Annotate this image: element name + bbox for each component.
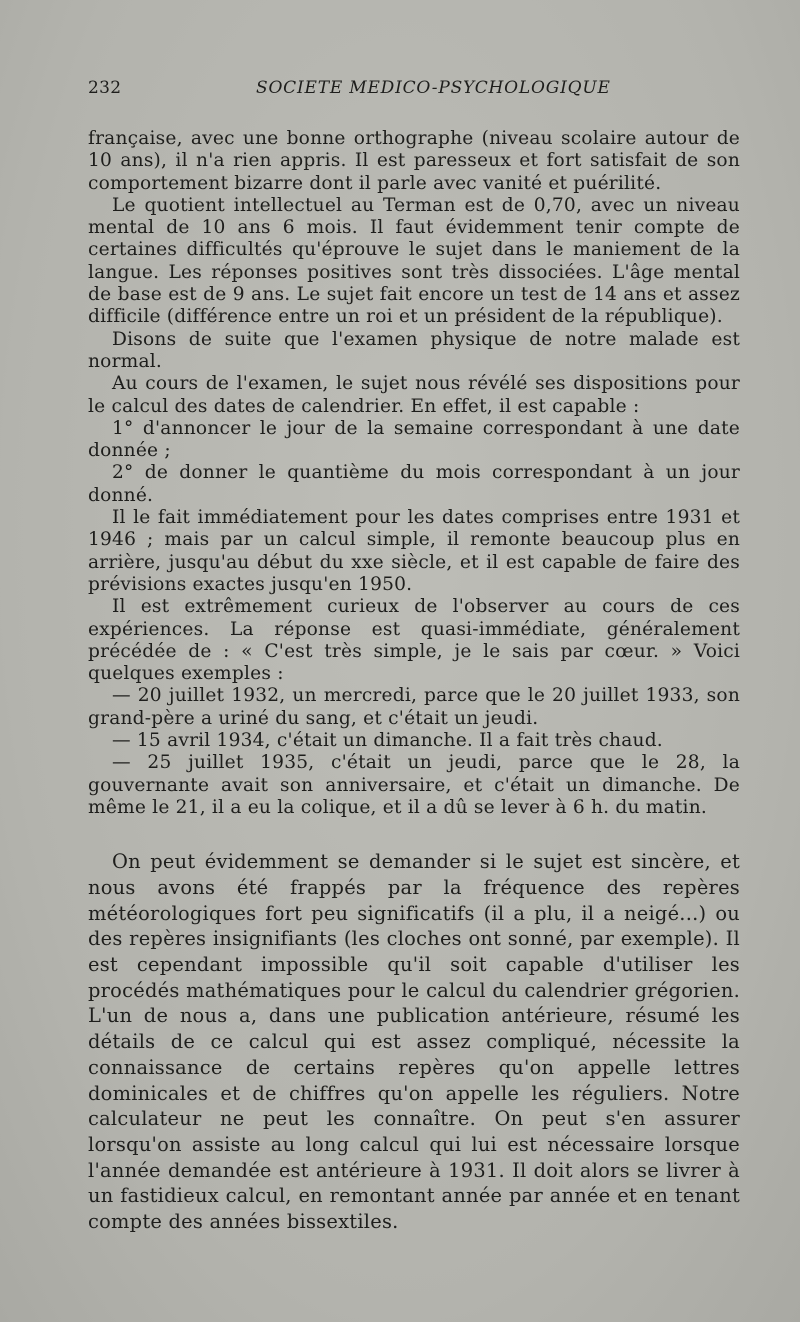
page-number: 232 — [88, 78, 122, 98]
example-item: — 20 juillet 1932, un mercredi, parce que le 20 juillet 1933, son grand-père a uriné du sang, et c'était un jeudi. — [88, 685, 740, 729]
text-block-discussion — [88, 849, 740, 1235]
paragraph: Le quotient intellectuel au Terman est de 0,70, avec un niveau mental de 10 ans 6 mois. Il faut évidemment tenir compte de certaines difficultés qu'éprouve le sujet dans le maniement de la langue. Les réponses positives sont très dissociées. L'âge mental de base est de 9 ans. Le sujet fait encore un test de 14 ans et assez difficile (différence entre un roi et un président de la république). — [88, 194, 740, 328]
paragraph: Il est extrêmement curieux de l'observer au cours de ces expériences. La réponse est quasi-immédiate, généralement précédée de : « C'est très simple, je le sais par cœur. » Voici quelques exemples : — [88, 596, 740, 685]
list-item: 2° de donner le quantième du mois correspondant à un jour donné. — [88, 462, 740, 506]
paragraph: Disons de suite que l'examen physique de notre malade est normal. — [88, 328, 740, 372]
running-title: SOCIETE MEDICO-PSYCHOLOGIQUE — [256, 78, 611, 98]
list-item: 1° d'annoncer le jour de la semaine correspondant à une date donnée ; — [88, 417, 740, 462]
paragraph: Au cours de l'examen, le sujet nous révélé ses dispositions pour le calcul des dates de calendrier. En effet, il est capable : — [88, 373, 740, 417]
paragraph: On peut évidemment se demander si le sujet est sincère, et nous avons été frappés par la fréquence des repères météorologiques fort peu significatifs (il a plu, il a neigé...) ou des repères insignifiants (les cloches ont sonné, par exemple). Il est cependant impossible qu'il soit capable d'utiliser les procédés mathématiques pour le calcul du calendrier grégorien. L'un de nous a, dans une publication antérieure, résumé les détails de ce calcul qui est assez compliqué, nécessite la connaissance de certains repères qu'on appelle lettres dominicales et de chiffres qu'on appelle les réguliers. Notre calculateur ne peut les connaître. On peut s'en assurer lorsqu'on assiste au long calcul qui lui est nécessaire lorsque l'année demandée est antérieure à 1931. Il doit alors se livrer à un fastidieux calcul, en remontant année par année et en tenant compte des années bissextiles. — [88, 850, 740, 1234]
page-header — [88, 78, 740, 108]
example-item: — 15 avril 1934, c'était un dimanche. Il a fait très chaud. — [112, 730, 663, 752]
paragraph: française, avec une bonne orthographe (niveau scolaire autour de 10 ans), il n'a rien appris. Il est paresseux et fort satisfait de son comportement bizarre dont il parle avec vanité et puérilité. — [88, 128, 740, 194]
text-block-main — [88, 128, 740, 819]
example-item: — 25 juillet 1935, c'était un jeudi, parce que le 28, la gouvernante avait son anniversaire, et c'était un dimanche. De même le 21, il a eu la colique, et il a dû se lever à 6 h. du matin. — [88, 752, 740, 818]
paragraph: Il le fait immédiatement pour les dates comprises entre 1931 et 1946 ; mais par un calcul simple, il remonte beaucoup plus en arrière, jusqu'au début du xxe siècle, et il est capable de faire des prévisions exactes jusqu'en 1950. — [88, 507, 740, 595]
